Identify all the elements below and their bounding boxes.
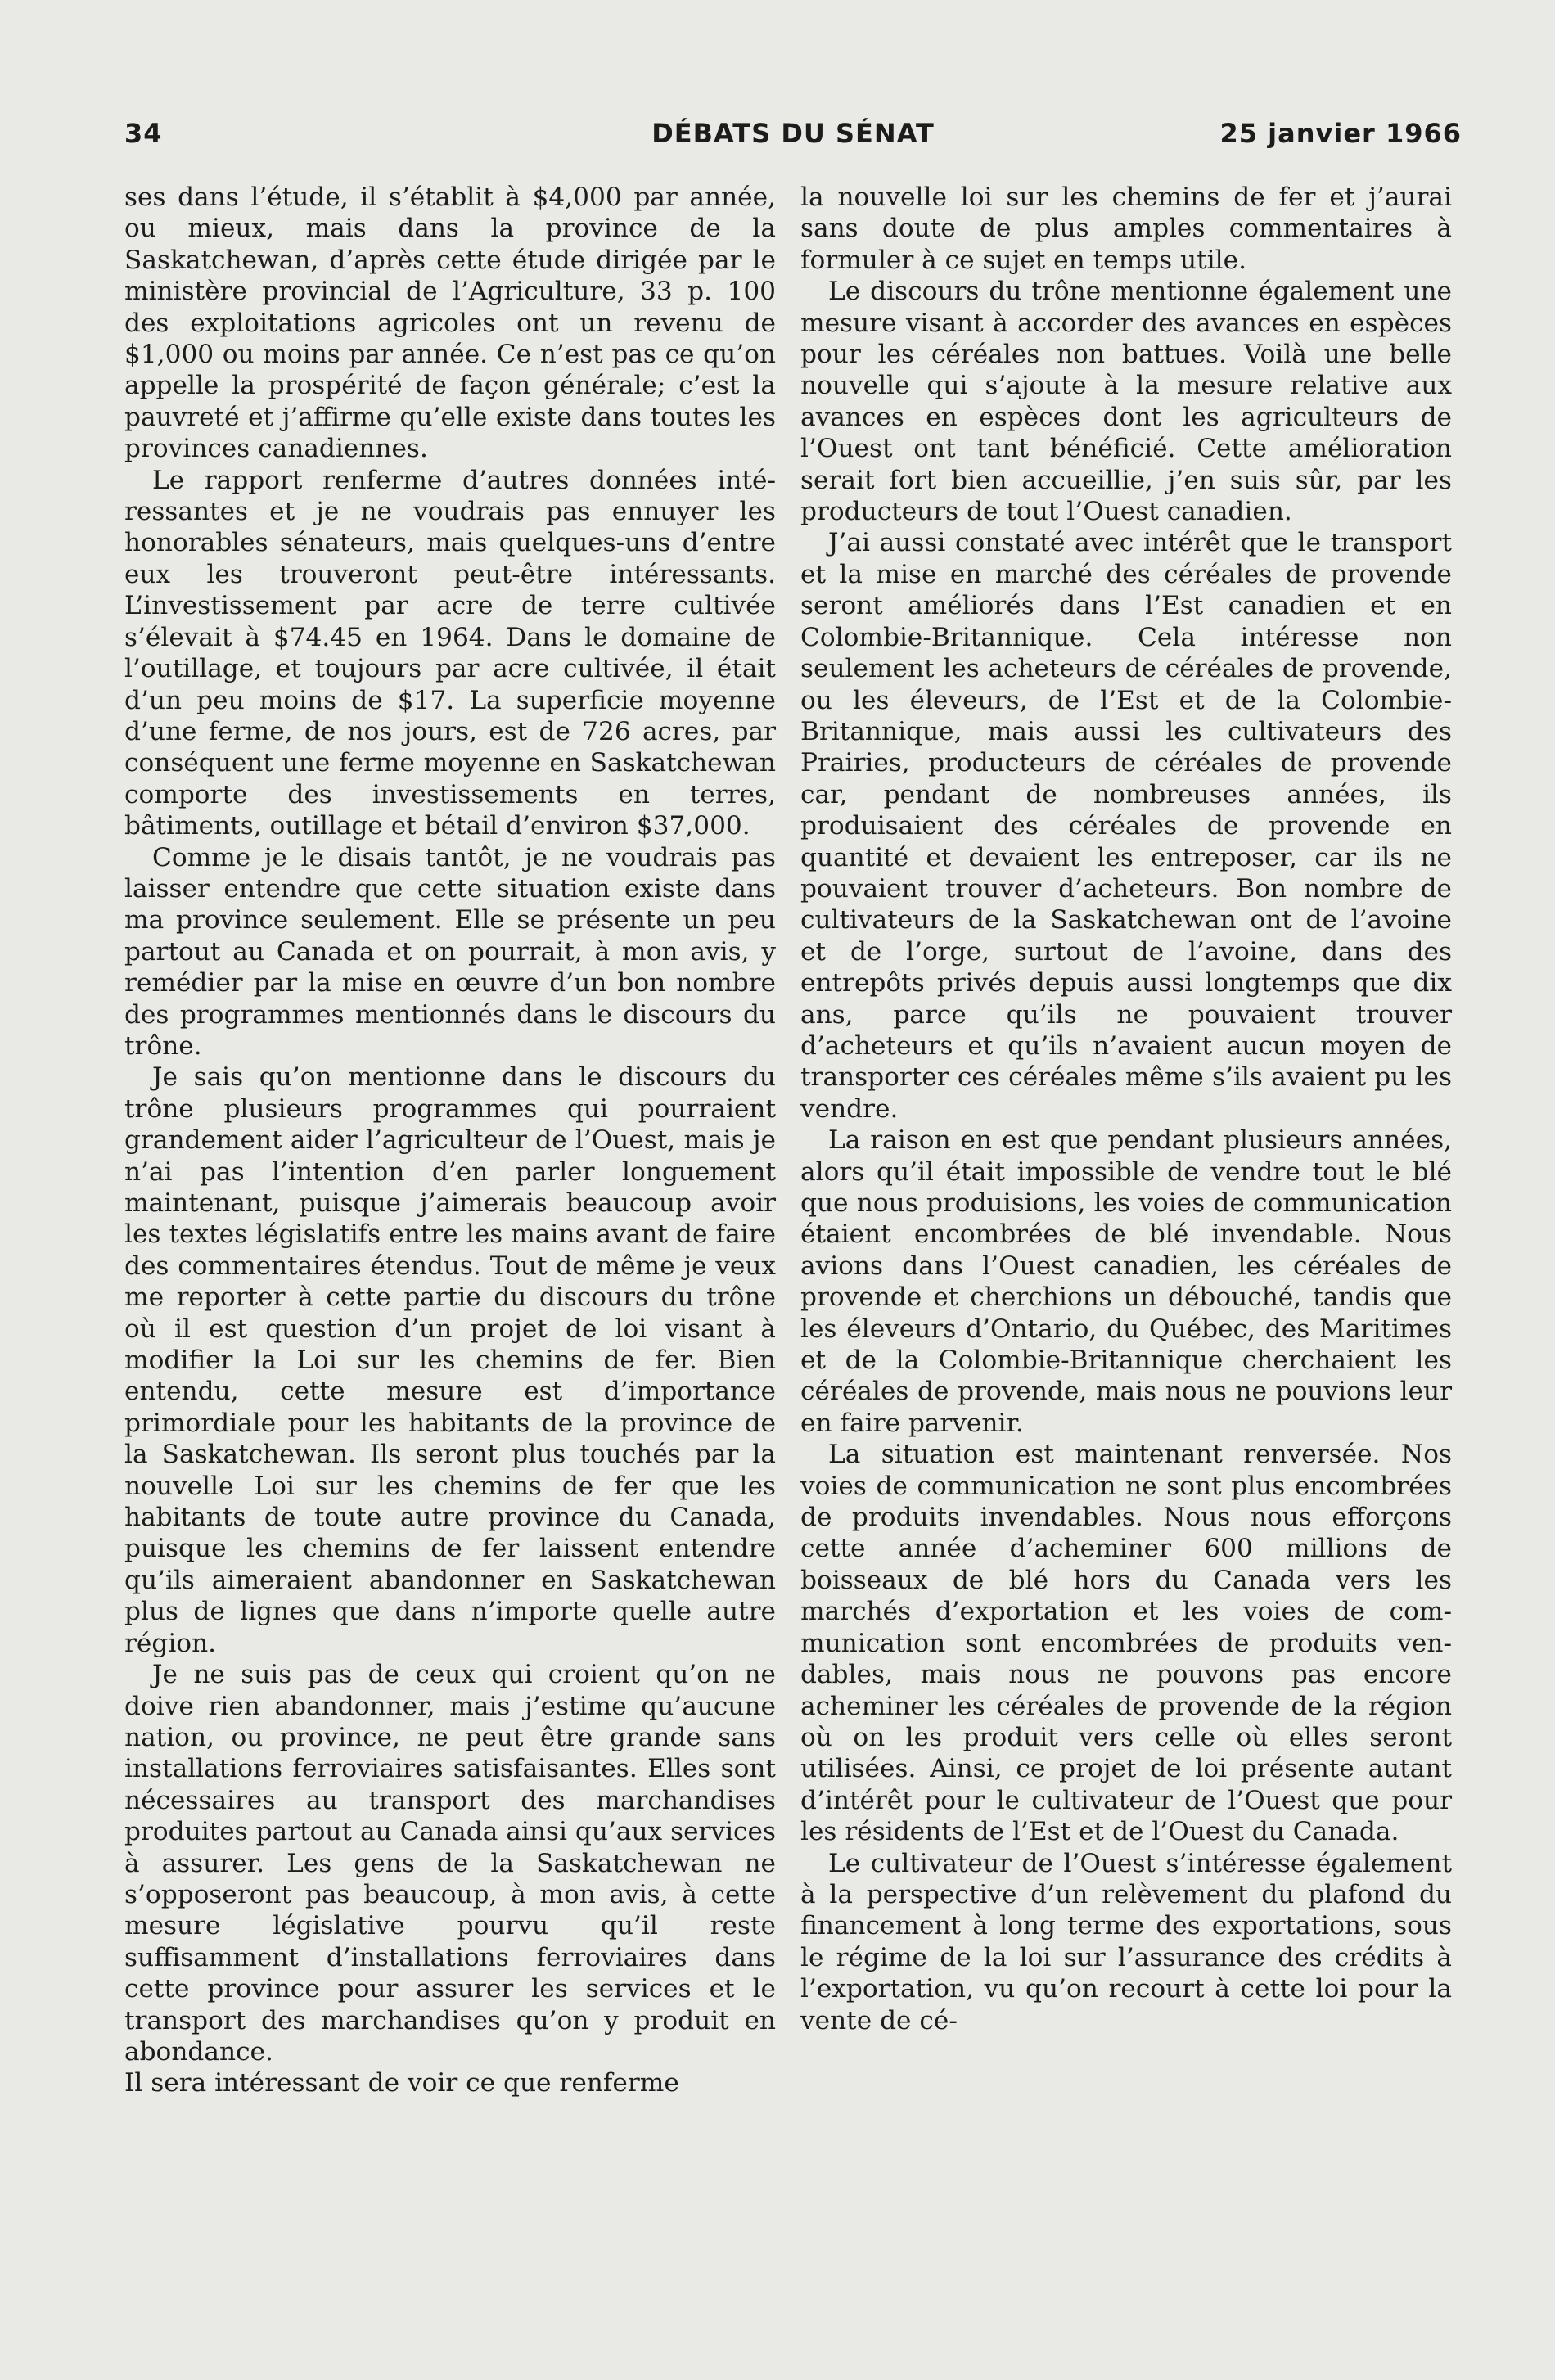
paragraph: ses dans l’étude, il s’établit à $4,000 par année, ou mieux, mais dans la province de la Saskatchewan, d’après cette étude dirigée par le ministère provincial de l’Agriculture, 33 p. 100 des exploitations agricoles ont un revenu de $1,000 ou moins par année. Ce n’est pas ce qu’on appelle la prospérité de façon générale; c’est la pauvreté et j’affirme qu’elle existe dans toutes les provinces canadiennes. bbox=[124, 183, 776, 464]
paragraph: La raison en est que pendant plusieurs années, alors qu’il était impossible de vendre tout le blé que nous produisions, les voies de communication étaient encombrées de blé invendable. Nous avions dans l’Ouest canadien, les céréales de provende et cherchions un débouché, tandis que les éleveurs d’Ontario, du Québec, des Maritimes et de la Colombie-Britannique cherchaient les céréales de provende, mais nous ne pouvions leur en faire parvenir. bbox=[800, 1125, 1452, 1438]
page-title: DÉBATS DU SÉNAT bbox=[651, 118, 935, 149]
left-column bbox=[124, 182, 776, 2099]
paragraph: Je ne suis pas de ceux qui croient qu’on ne doive rien abandonner, mais j’estime qu’aucune nation, ou province, ne peut être grande sans installations ferroviaires satisfaisantes. Elles sont nécessaires au transport des marchandises produites partout au Canada ainsi qu’aux services à assurer. Les gens de la Saskatchewan ne s’opposeront pas beaucoup, à mon avis, à cette mesure législative pourvu qu’il reste suffisamment d’installations ferroviaires dans cette province pour assurer les services et le transport des marchandises qu’on y produit en abondance. bbox=[124, 1660, 776, 2067]
paragraph: Il sera intéressant de voir ce que renferme bbox=[124, 2068, 679, 2098]
paragraph: Comme je le disais tantôt, je ne voudrais pas laisser entendre que cette situation existe dans ma province seulement. Elle se présente un peu partout au Canada et on pourrait, à mon avis, y remédier par la mise en œuvre d’un bon nombre des programmes mentionnés dans le discours du trône. bbox=[124, 842, 776, 1061]
paragraph: J’ai aussi constaté avec intérêt que le transport et la mise en marché des céréales de provende seront améliorés dans l’Est canadien et en Colombie-Britannique. Cela intéresse non seulement les acheteurs de céréales de provende, ou les éleveurs, de l’Est et de la Colombie-Britannique, mais aussi les cultivateurs des Prairies, producteurs de céréales de provende car, pendant de nombreuses années, ils produisaient des céréales de provende en quantité et devaient les entreposer, car ils ne pouvaient trouver d’acheteurs. Bon nombre de cultivateurs de la Saskatchewan ont de l’avoine et de l’orge, surtout de l’avoine, dans des entrepôts privés depuis aussi longtemps que dix ans, parce qu’ils ne pouvaient trouver d’acheteurs et qu’ils n’avaient aucun moyen de transporter ces céréales même s’ils avaient pu les vendre. bbox=[800, 528, 1452, 1124]
paragraph: Le cultivateur de l’Ouest s’intéresse également à la perspective d’un relèvement du plafond du financement à long terme des exportations, sous le régime de la loi sur l’assurance des crédits à l’exportation, vu qu’on recourt à cette loi pour la vente de cé- bbox=[800, 1848, 1452, 2035]
paragraph: Je sais qu’on mentionne dans le discours du trône plusieurs programmes qui pourraient grandement aider l’agriculteur de l’Ouest, mais je n’ai pas l’intention d’en parler longuement maintenant, puisque j’aimerais beaucoup avoir les textes législatifs entre les mains avant de faire des commentaires étendus. Tout de même je veux me reporter à cette partie du discours du trône où il est question d’un projet de loi visant à modifier la Loi sur les chemins de fer. Bien entendu, cette mesure est d’importance primordiale pour les habitants de la province de la Saskatchewan. Ils seront plus touchés par la nouvelle Loi sur les chemins de fer que les habitants de toute autre province du Canada, puisque les chemins de fer laissent entendre qu’ils aimeraient abandonner en Saskatchewan plus de lignes que dans n’importe quelle autre région. bbox=[124, 1062, 776, 1658]
right-column bbox=[800, 182, 1452, 2036]
paragraph: Le rapport renferme d’autres données intéressantes et je ne voudrais pas ennuyer les honorables sénateurs, mais quelques-uns d’entre eux les trouveront peut-être intéressants. L’investissement par acre de terre cultivée s’élevait à $74.45 en 1964. Dans le domaine de l’outillage, et toujours par acre cultivée, il était d’un peu moins de $17. La superficie moyenne d’une ferme, de nos jours, est de 726 acres, par conséquent une ferme moyenne en Saskatchewan comporte des investissements en terres, bâtiments, outillage et bétail d’environ $37,000. bbox=[124, 465, 776, 841]
paragraph: La situation est maintenant renversée. Nos voies de communication ne sont plus encombrées de produits invendables. Nous nous efforçons cette année d’acheminer 600 millions de boisseaux de blé hors du Canada vers les marchés d’exportation et les voies de communication sont encombrées de produits vendables, mais nous ne pouvons pas encore acheminer les céréales de provende de la région où on les produit vers celle où elles seront utilisées. Ainsi, ce projet de loi présente autant d’intérêt pour le cultivateur de l’Ouest que pour les résidents de l’Est et de l’Ouest du Canada. bbox=[800, 1440, 1452, 1847]
header-date: 25 janvier 1966 bbox=[1219, 118, 1462, 149]
page-number: 34 bbox=[124, 118, 163, 149]
page-header bbox=[124, 113, 1462, 159]
paragraph: la nouvelle loi sur les chemins de fer et j’aurai sans doute de plus amples commentaires à formuler à ce sujet en temps utile. bbox=[800, 183, 1452, 275]
paragraph: Le discours du trône mentionne également une mesure visant à accorder des avances en espèces pour les céréales non battues. Voilà une belle nouvelle qui s’ajoute à la mesure relative aux avances en espèces dont les agriculteurs de l’Ouest ont tant bénéficié. Cette amélioration serait fort bien accueillie, j’en suis sûr, par les producteurs de tout l’Ouest canadien. bbox=[800, 277, 1452, 527]
